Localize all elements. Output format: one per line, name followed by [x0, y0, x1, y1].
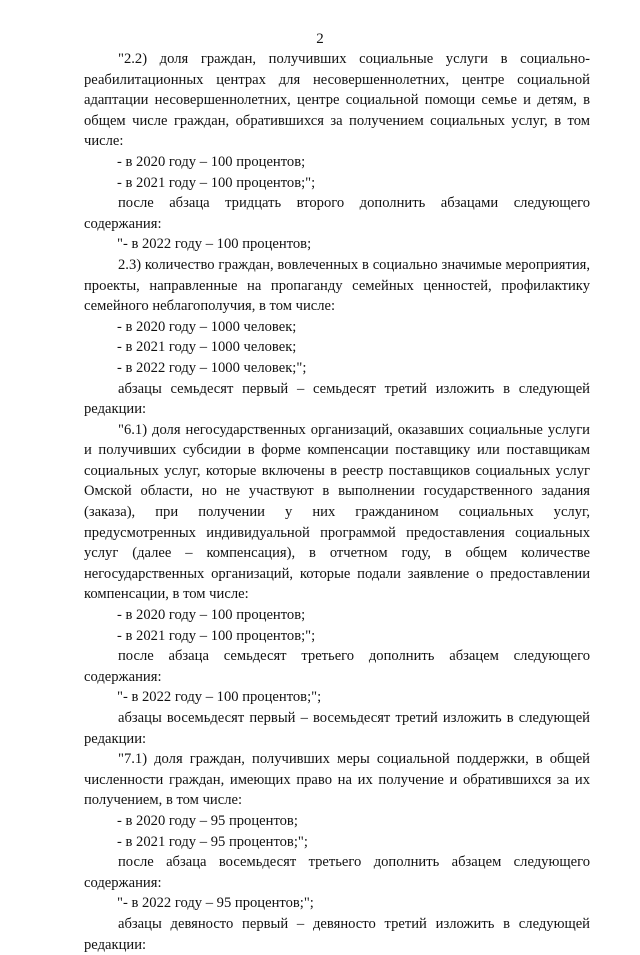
list-item-2022: "- в 2022 году – 100 процентов;"; — [117, 689, 322, 706]
list-item-2022: - в 2022 году – 1000 человек;"; — [117, 359, 307, 376]
instruction-paragraph: абзацы девяносто первый – девяносто третий изложить в следующей редакции: — [84, 915, 590, 953]
list-item-2021: - в 2021 году – 100 процентов;"; — [117, 174, 316, 191]
list-item-2020: - в 2020 году – 95 процентов; — [117, 812, 298, 829]
page-number: 2 — [316, 31, 324, 47]
paragraph-7-1: "7.1) доля граждан, получивших меры социальной поддержки, в общей численности граждан, имеющих право на их получение и обратившихся за их получением, в том числе: — [84, 751, 590, 809]
paragraph-6-1: "6.1) доля негосударственных организаций, оказавших социальные услуги и получивших субсидии в форме компенсации поставщику или поставщикам социальных услуг, которые включены в реестр поставщиков социальных услуг Омской области, но не участвуют в выполнении государственного задания (заказа), при получении у них гражданином социальных услуг, предусмотренных индивидуальной программой предоставления социальных услуг (далее – компенсация), в отчетном году, в общем количестве негосударственных организаций, которые подали заявление о предоставлении компенсации, в том числе: — [84, 421, 590, 603]
list-item-2021: - в 2021 году – 100 процентов;"; — [117, 627, 316, 644]
paragraph-2-3: 2.3) количество граждан, вовлеченных в социально значимые мероприятия, проекты, направленные на пропаганду семейных ценностей, профилактику семейного неблагополучия, в том числе: — [84, 256, 590, 315]
instruction-paragraph: после абзаца семьдесят третьего дополнить абзацем следующего содержания: — [84, 648, 590, 685]
instruction-paragraph: абзацы восемьдесят первый – восемьдесят третий изложить в следующей редакции: — [84, 710, 590, 747]
list-item-2022: "- в 2022 году – 95 процентов;"; — [117, 895, 314, 912]
list-item-2020: - в 2020 году – 100 процентов; — [117, 153, 306, 170]
instruction-paragraph: абзацы семьдесят первый – семьдесят третий изложить в следующей редакции: — [84, 380, 590, 418]
list-item-2022: "- в 2022 году – 100 процентов; — [117, 236, 312, 253]
list-item-2020: - в 2020 году – 1000 человек; — [117, 318, 297, 335]
document-body — [84, 49, 590, 955]
paragraph-2-2: "2.2) доля граждан, получивших социальные услуги в социально-реабилитационных центрах для несовершеннолетних, центре социальной адаптации несовершеннолетних, центре социальной помощи семье и детям, в общем числе граждан, обратившихся за получением социальных услуг, в том числе: — [84, 51, 590, 150]
list-item-2021: - в 2021 году – 95 процентов;"; — [117, 833, 308, 850]
list-item-2020: - в 2020 году – 100 процентов; — [117, 607, 306, 624]
list-item-2021: - в 2021 году – 1000 человек; — [117, 339, 297, 356]
instruction-paragraph: после абзаца восемьдесят третьего дополнить абзацем следующего содержания: — [84, 854, 590, 891]
instruction-paragraph: после абзаца тридцать второго дополнить абзацами следующего содержания: — [84, 195, 590, 232]
